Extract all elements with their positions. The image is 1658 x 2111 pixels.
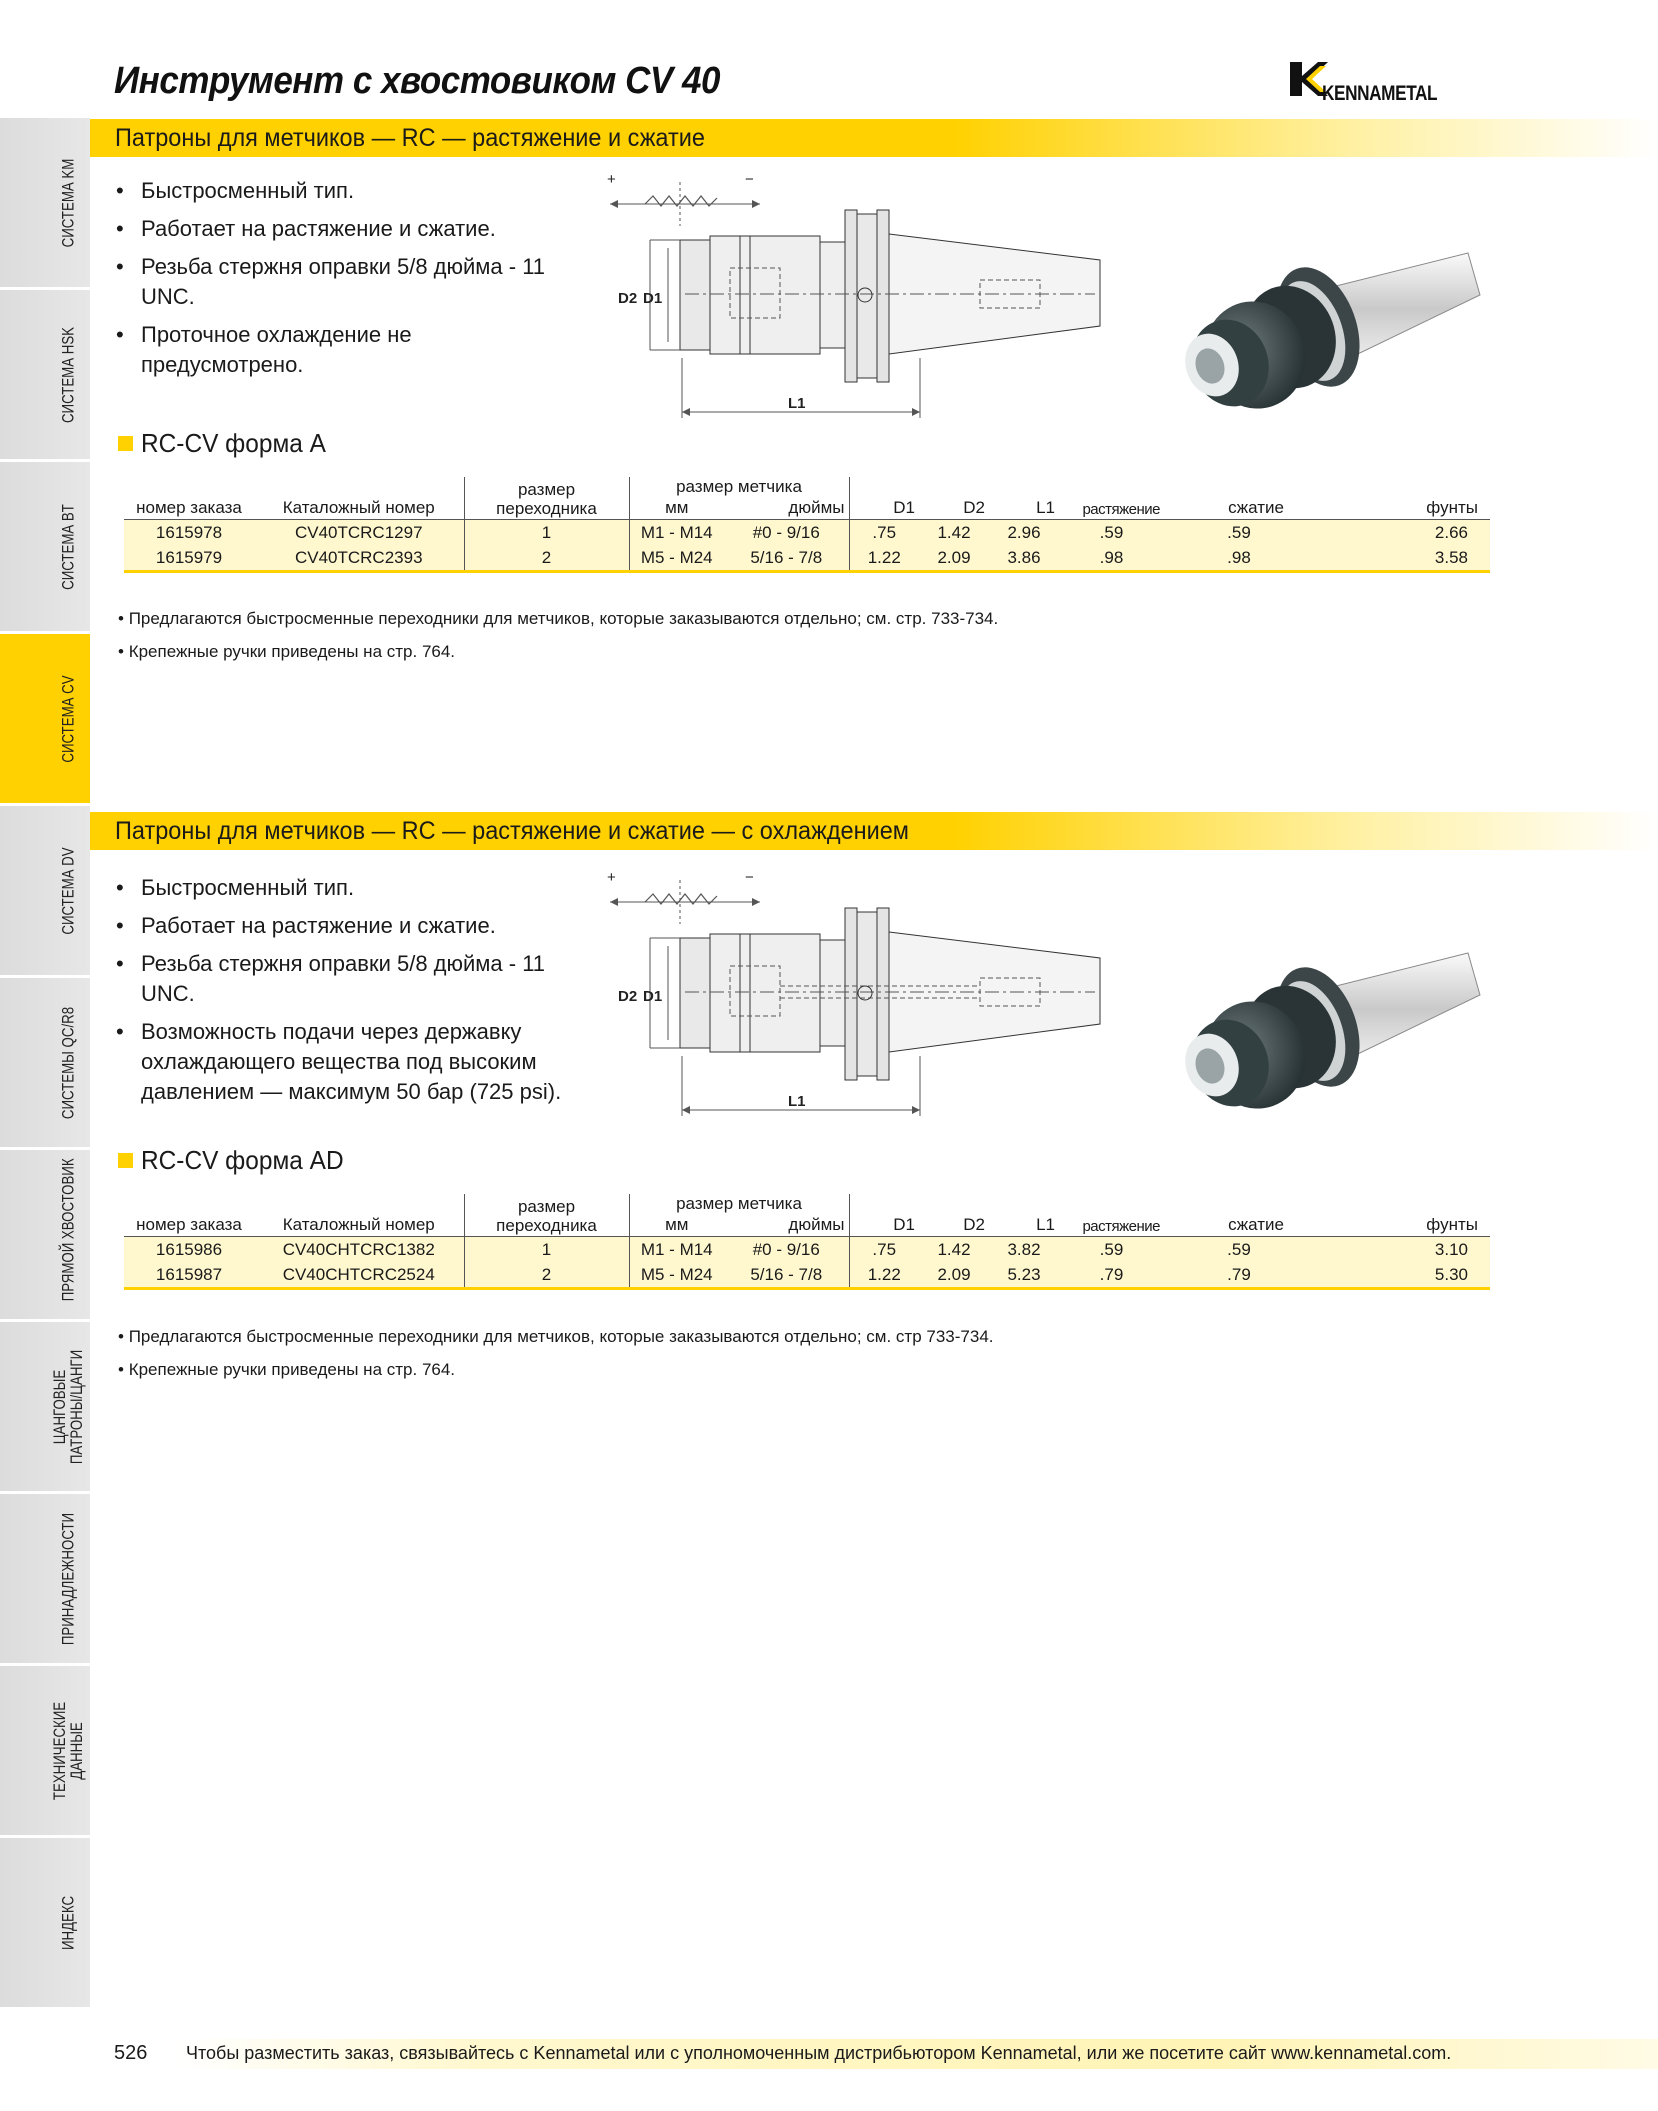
column-header: мм <box>629 498 724 520</box>
form-heading: RC-CV форма AD <box>118 1145 357 1176</box>
adapter-size-header: размер переходника <box>464 477 629 520</box>
sidebar-tab-label: ПРИНАДЛЕЖНОСТИ <box>58 1512 78 1645</box>
column-header: сжатие <box>1164 498 1314 520</box>
tap-size-header: размер метчика <box>629 477 849 498</box>
sidebar-tab-km[interactable] <box>0 118 90 289</box>
feature-item: • Проточное охлаждение не предусмотрено. <box>116 322 412 377</box>
form-heading: RC-CV форма A <box>118 428 338 459</box>
column-header: номер заказа <box>124 1215 254 1237</box>
svg-text:D1: D1 <box>643 988 663 1005</box>
sidebar-tab-dv[interactable] <box>0 806 90 977</box>
column-header: растяжение <box>1059 498 1164 520</box>
tap-chuck-coolant-photo <box>1150 945 1490 1135</box>
svg-text:−: − <box>745 869 754 886</box>
sidebar-tab-label: ТЕХНИЧЕСКИЕ ДАННЫЕ <box>50 1701 86 1800</box>
column-header: фунты <box>1314 498 1490 520</box>
feature-item: • Работает на растяжение и сжатие. <box>116 216 496 241</box>
column-header: D1 <box>849 1215 919 1237</box>
column-header: Каталожный номер <box>254 498 464 520</box>
sidebar-tab-accessories[interactable] <box>0 1494 90 1665</box>
note-item: • Крепежные ручки приведены на стр. 764. <box>118 1360 456 1379</box>
sidebar-tab-qc-r8[interactable] <box>0 978 90 1149</box>
adapter-size-header: размер переходника <box>464 1194 629 1237</box>
sidebar-tab-label: ИНДЕКС <box>58 1895 78 1950</box>
column-header: L1 <box>989 498 1059 520</box>
feature-item: • Резьба стержня оправки 5/8 дюйма - 11 UNC. <box>116 951 546 1006</box>
svg-text:+: + <box>607 869 616 886</box>
svg-text:D2: D2 <box>618 988 638 1005</box>
table-row: 1615986 CV40CHTCRC1382 1 M1 - M14 #0 - 9/16 .75 1.42 3.82 .59 .59 3.10 <box>124 1237 1490 1263</box>
sidebar-tab-label: ЦАНГОВЫЕ ПАТРОНЫ/ЦАНГИ <box>50 1349 86 1464</box>
section-band <box>90 119 1658 157</box>
section-title: Патроны для метчиков — RC — растяжение и сжатие <box>115 124 705 152</box>
feature-item: • Быстросменный тип. <box>116 875 355 900</box>
tap-chuck-photo <box>1150 245 1490 435</box>
spec-table <box>124 477 1490 573</box>
column-header: фунты <box>1314 1215 1490 1237</box>
column-header: дюймы <box>724 1215 849 1237</box>
sidebar-tab-label: ПРЯМОЙ ХВОСТОВИК <box>58 1157 78 1301</box>
sidebar-tab-bt[interactable] <box>0 462 90 633</box>
sidebar-tab-label: СИСТЕМА BT <box>58 503 78 590</box>
column-header: мм <box>629 1215 724 1237</box>
column-header: дюймы <box>724 498 849 520</box>
sidebar-tab-technical-data[interactable] <box>0 1666 90 1837</box>
footer-text: Чтобы разместить заказ, связывайтесь с Kennametal или с уполномоченным дистрибьютором Kennametal, или же посетите сайт www.kennametal.com. <box>186 2043 1452 2063</box>
sidebar-tab-index[interactable] <box>0 1838 90 2009</box>
page-title: Инструмент с хвостовиком CV 40 <box>114 60 721 102</box>
page-number: 526 <box>114 2042 148 2064</box>
feature-list <box>114 873 574 1115</box>
note-item: • Предлагаются быстросменные переходники для метчиков, которые заказываются отдельно; см. стр 733-734. <box>118 1327 994 1346</box>
feature-item: • Работает на растяжение и сжатие. <box>116 913 496 938</box>
note-item: • Крепежные ручки приведены на стр. 764. <box>118 642 456 661</box>
feature-item: • Быстросменный тип. <box>116 178 355 203</box>
sidebar-tab-label: СИСТЕМЫ QC/R8 <box>58 1006 78 1119</box>
spec-table <box>124 1194 1490 1290</box>
sidebar-tab-straight-shank[interactable] <box>0 1150 90 1321</box>
brand-name: KENNAMETAL <box>1322 82 1438 105</box>
column-header: растяжение <box>1059 1215 1164 1237</box>
section-title: Патроны для метчиков — RC — растяжение и сжатие — с охлаждением <box>115 817 909 845</box>
sidebar-tab-cv[interactable] <box>0 634 90 805</box>
column-header: номер заказа <box>124 498 254 520</box>
sidebar-tab-label: СИСТЕМА HSK <box>58 326 78 423</box>
svg-text:D2: D2 <box>618 290 638 307</box>
feature-list <box>114 176 574 388</box>
column-header: L1 <box>989 1215 1059 1237</box>
table-row: 1615978 CV40TCRC1297 1 M1 - M14 #0 - 9/16 .75 1.42 2.96 .59 .59 2.66 <box>124 520 1490 546</box>
tap-size-header: размер метчика <box>629 1194 849 1215</box>
svg-text:L1: L1 <box>788 1093 806 1110</box>
column-header: Каталожный номер <box>254 1215 464 1237</box>
tap-chuck-drawing <box>590 168 1150 418</box>
notes-list <box>118 602 998 668</box>
column-header: D2 <box>919 1215 989 1237</box>
sidebar-tab-label: СИСТЕМА KM <box>58 158 78 247</box>
yellow-square-icon <box>118 1153 133 1168</box>
section-band <box>90 812 1658 850</box>
sidebar-tab-label: СИСТЕМА CV <box>58 674 78 763</box>
svg-text:−: − <box>745 171 754 188</box>
note-item: • Предлагаются быстросменные переходники для метчиков, которые заказываются отдельно; см. стр. 733-734. <box>118 609 999 628</box>
notes-list <box>118 1320 994 1386</box>
column-header: D1 <box>849 498 919 520</box>
feature-item: • Возможность подачи через державку охлаждающего вещества под высоким давлением — максимум 50 бар (725 psi). <box>116 1019 562 1104</box>
sidebar-tab-label: СИСТЕМА DV <box>58 846 78 935</box>
feature-item: • Резьба стержня оправки 5/8 дюйма - 11 UNC. <box>116 254 546 309</box>
yellow-square-icon <box>118 436 133 451</box>
svg-text:D1: D1 <box>643 290 663 307</box>
sidebar-tab-hsk[interactable] <box>0 290 90 461</box>
tap-chuck-coolant-drawing <box>590 866 1150 1116</box>
table-row: 1615987 CV40CHTCRC2524 2 M5 - M24 5/16 - 7/8 1.22 2.09 5.23 .79 .79 5.30 <box>124 1262 1490 1289</box>
sidebar-tab-collets[interactable] <box>0 1322 90 1493</box>
svg-text:L1: L1 <box>788 395 806 412</box>
svg-text:+: + <box>607 171 616 188</box>
column-header: сжатие <box>1164 1215 1314 1237</box>
column-header: D2 <box>919 498 989 520</box>
table-row: 1615979 CV40TCRC2393 2 M5 - M24 5/16 - 7/8 1.22 2.09 3.86 .98 .98 3.58 <box>124 545 1490 572</box>
